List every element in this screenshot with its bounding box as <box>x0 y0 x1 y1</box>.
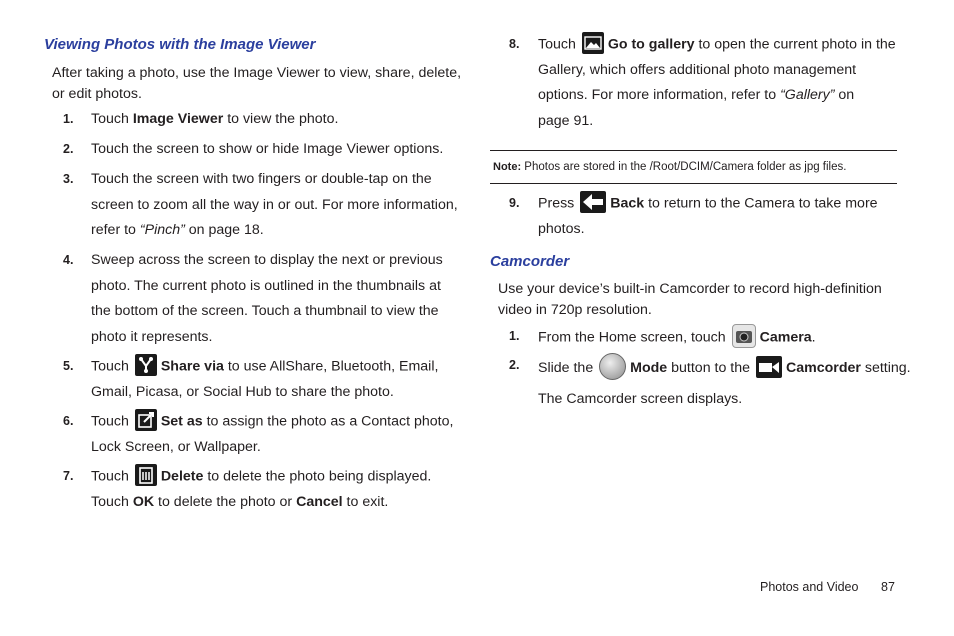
intro-paragraph: After taking a photo, use the Image Viewer to view, share, delete, or edit photos. <box>52 65 462 102</box>
share-icon <box>135 354 157 376</box>
camcorder-icon <box>756 356 782 378</box>
camcorder-intro: Use your device’s built-in Camcorder to record high-definition video in 720p resolution. <box>498 281 882 318</box>
gallery-icon <box>582 32 604 54</box>
section-heading-camcorder: Camcorder <box>490 253 570 270</box>
delete-icon <box>135 464 157 486</box>
page-number: 87 <box>881 580 895 594</box>
note-box: Note: Photos are stored in the /Root/DCIM/Camera folder as jpg files. <box>490 150 897 184</box>
footer-section-title: Photos and Video <box>760 580 859 594</box>
section-heading-image-viewer: Viewing Photos with the Image Viewer <box>44 36 316 53</box>
back-icon <box>580 191 606 213</box>
camera-icon <box>732 324 756 348</box>
gallery-reference: “Gallery” <box>780 87 839 104</box>
pinch-reference: “Pinch” <box>139 222 189 238</box>
mode-icon <box>599 353 626 380</box>
set-as-icon <box>135 409 157 431</box>
